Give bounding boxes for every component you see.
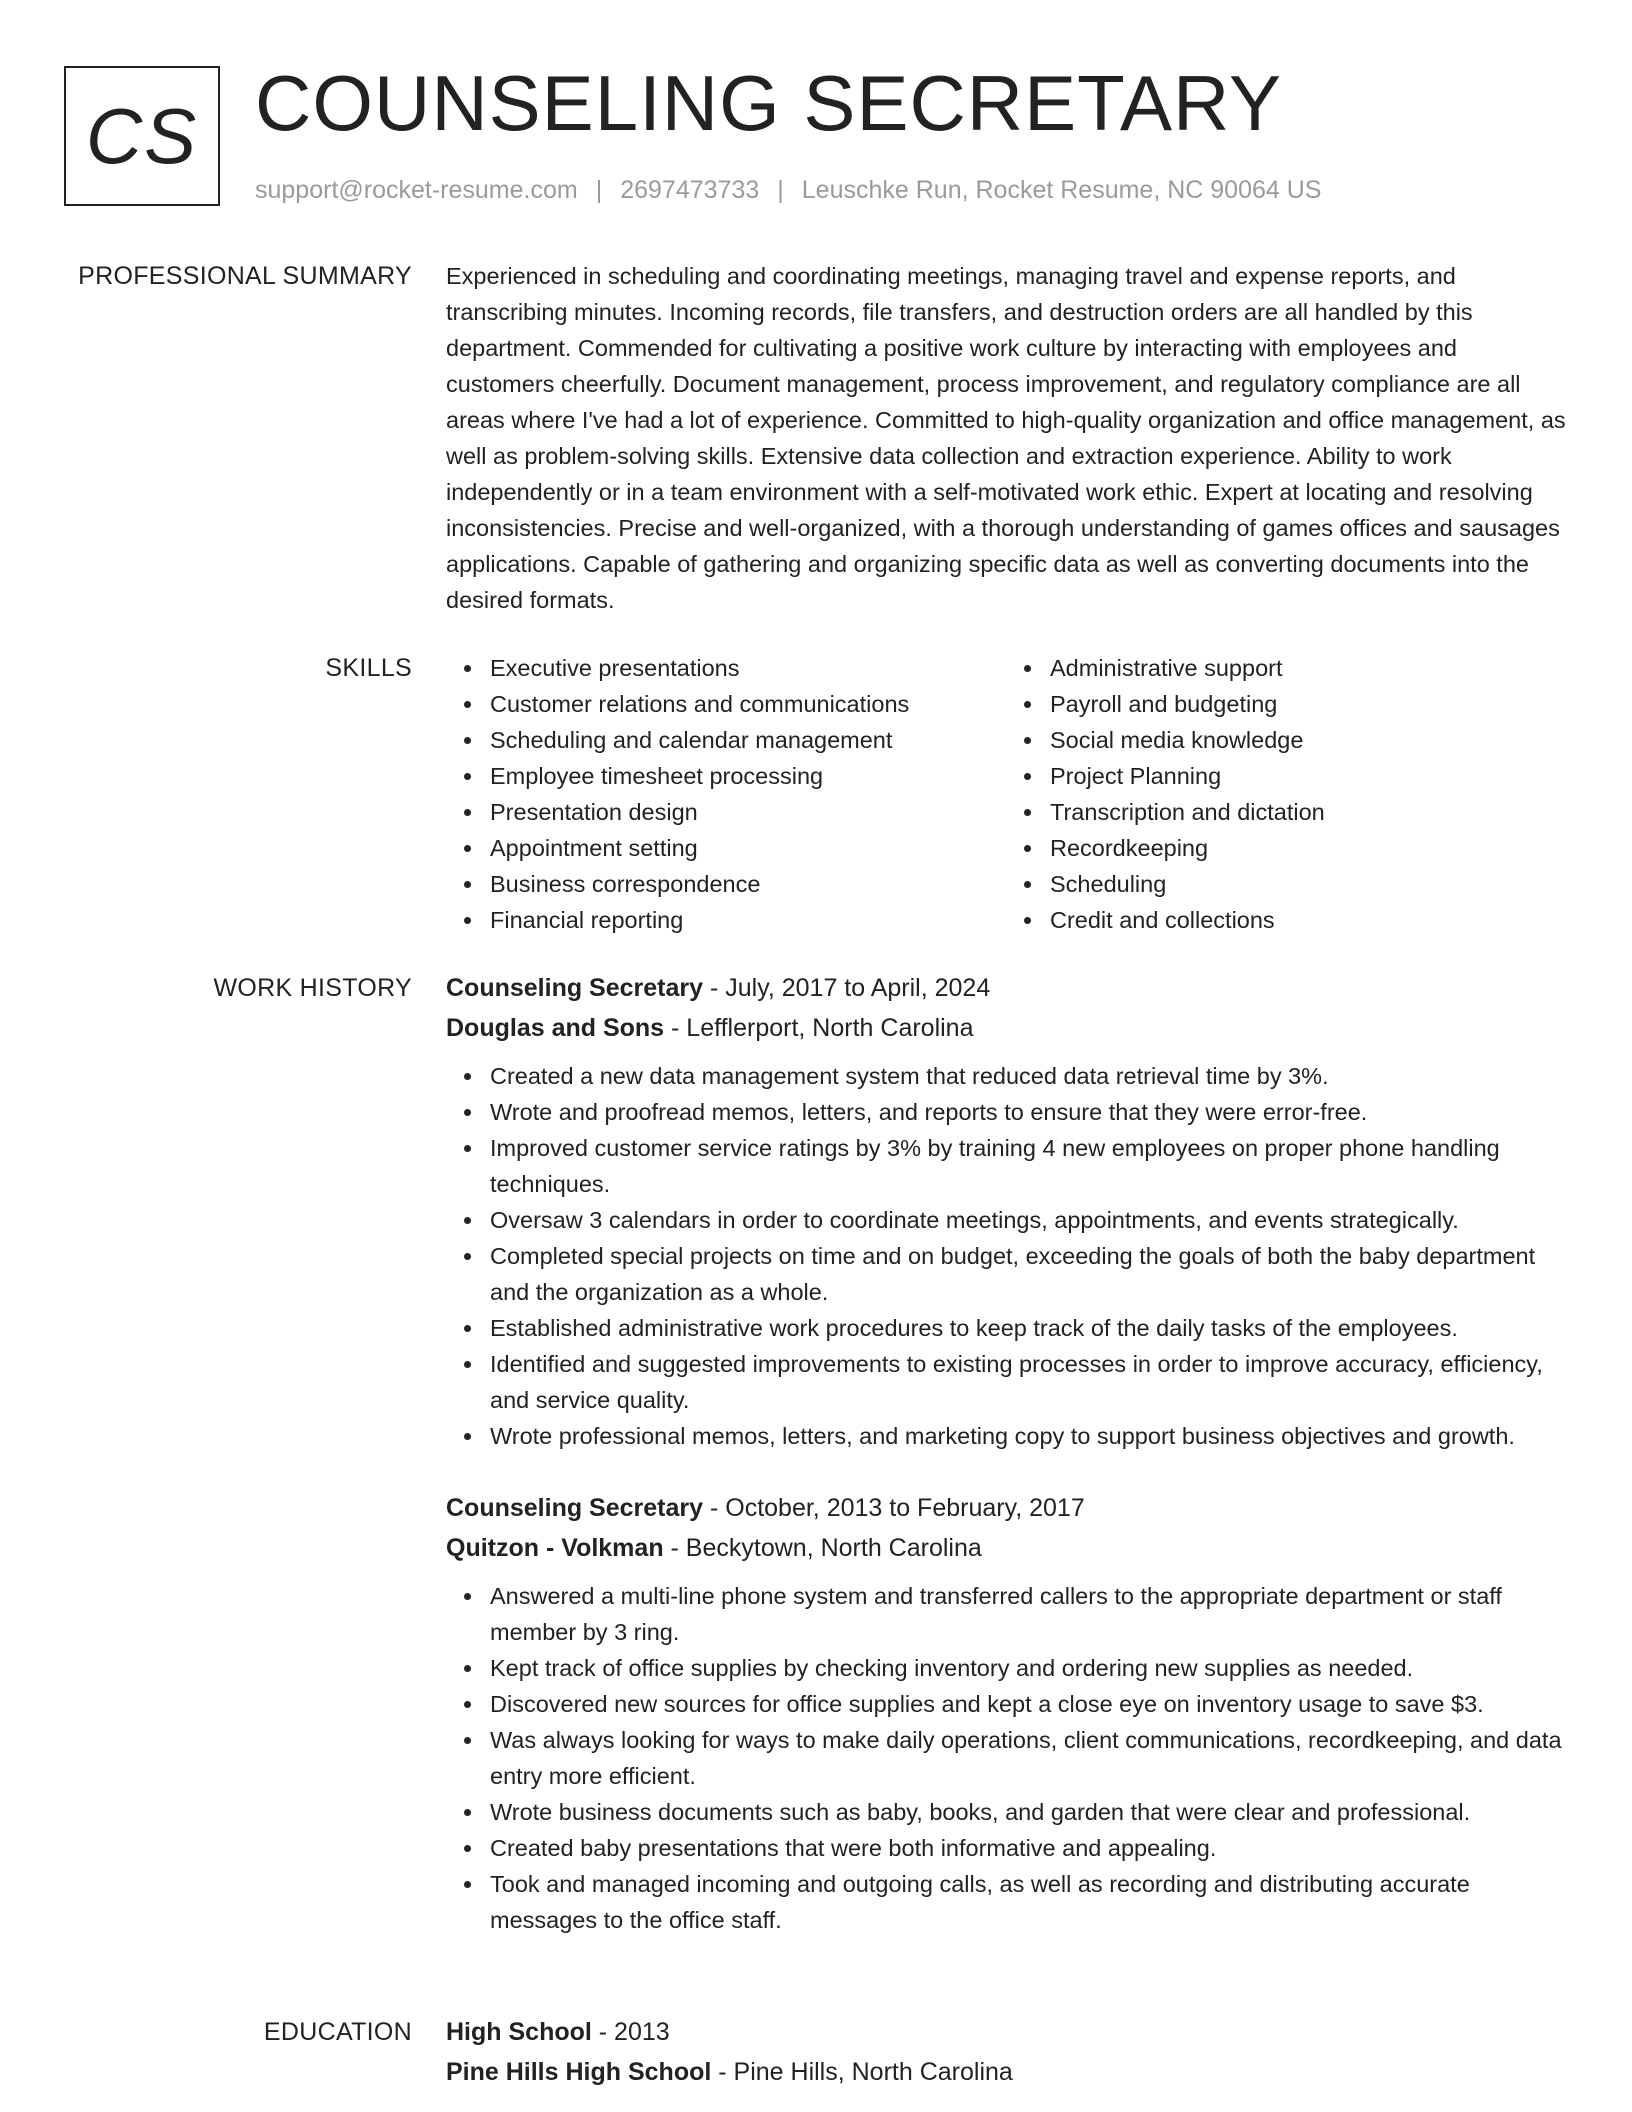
skill-item: Scheduling and calendar management [490, 722, 1006, 758]
job-title-line [446, 1488, 1566, 1528]
contact-address: Leuschke Run, Rocket Resume, NC 90064 US [801, 176, 1322, 204]
job-location: - Lefflerport, North Carolina [664, 1014, 974, 1042]
skill-item: Executive presentations [490, 650, 1006, 686]
job-dates: - July, 2017 to April, 2024 [703, 974, 991, 1002]
education-degree: High School [446, 2018, 592, 2046]
skill-item: Transcription and dictation [1050, 794, 1566, 830]
skill-item: Employee timesheet processing [490, 758, 1006, 794]
skill-item: Presentation design [490, 794, 1006, 830]
skill-item: Social media knowledge [1050, 722, 1566, 758]
skills-column-left [446, 650, 1006, 938]
education-location: - Pine Hills, North Carolina [711, 2058, 1013, 2086]
summary-body [446, 258, 1566, 618]
education-body [446, 2012, 1566, 2092]
work-history-body [446, 968, 1566, 1938]
contact-line [255, 174, 1321, 206]
job-bullet: Wrote business documents such as baby, books, and garden that were clear and professional. [490, 1794, 1566, 1830]
skill-item: Recordkeeping [1050, 830, 1566, 866]
job-bullet: Wrote and proofread memos, letters, and reports to ensure that they were error-free. [490, 1094, 1566, 1130]
education-year: - 2013 [591, 2018, 670, 2046]
education-school: Pine Hills High School [446, 2058, 712, 2086]
skill-item: Scheduling [1050, 866, 1566, 902]
contact-phone: 2697473733 [620, 176, 760, 204]
resume-name: COUNSELING SECRETARY [255, 59, 1282, 147]
job-company: Douglas and Sons [446, 1014, 665, 1042]
resume-header [0, 0, 1632, 240]
job-bullets [446, 1058, 1566, 1454]
contact-email: support@rocket-resume.com [255, 176, 578, 204]
job-entry [446, 1488, 1566, 1938]
monogram-badge: CS [64, 66, 220, 206]
contact-separator: | [595, 176, 603, 204]
job-bullets [446, 1578, 1566, 1938]
skill-item: Appointment setting [490, 830, 1006, 866]
job-location: - Beckytown, North Carolina [663, 1534, 982, 1562]
job-title: Counseling Secretary [446, 974, 704, 1002]
skill-item: Credit and collections [1050, 902, 1566, 938]
education-school-line [446, 2052, 1566, 2092]
job-bullet: Discovered new sources for office supplies and kept a close eye on inventory usage to save $3. [490, 1686, 1566, 1722]
job-bullet: Oversaw 3 calendars in order to coordinate meetings, appointments, and events strategically. [490, 1202, 1566, 1238]
job-bullet: Identified and suggested improvements to existing processes in order to improve accuracy, efficiency, and service quality. [490, 1346, 1566, 1418]
job-company-line [446, 1528, 1566, 1568]
section-label-education: EDUCATION [263, 2018, 412, 2046]
section-label-work-history: WORK HISTORY [213, 974, 412, 1002]
section-label-skills: SKILLS [325, 654, 412, 682]
skill-item: Administrative support [1050, 650, 1566, 686]
job-bullet: Was always looking for ways to make daily operations, client communications, recordkeeping, and data entry more efficient. [490, 1722, 1566, 1794]
job-dates: - October, 2013 to February, 2017 [703, 1494, 1085, 1522]
contact-separator: | [777, 176, 784, 204]
skills-body [446, 650, 1566, 938]
job-bullet: Improved customer service ratings by 3% by training 4 new employees on proper phone handling techniques. [490, 1130, 1566, 1202]
skill-item: Customer relations and communications [490, 686, 1006, 722]
skill-item: Project Planning [1050, 758, 1566, 794]
job-company-line [446, 1008, 1566, 1048]
job-bullet: Kept track of office supplies by checking inventory and ordering new supplies as needed. [490, 1650, 1566, 1686]
job-title-line [446, 968, 1566, 1008]
job-bullet: Completed special projects on time and on budget, exceeding the goals of both the baby department and the organization as a whole. [490, 1238, 1566, 1310]
skill-item: Financial reporting [490, 902, 1006, 938]
skill-item: Business correspondence [490, 866, 1006, 902]
job-bullet: Answered a multi-line phone system and transferred callers to the appropriate department or staff member by 3 ring. [490, 1578, 1566, 1650]
skill-item: Payroll and budgeting [1050, 686, 1566, 722]
section-label-summary: PROFESSIONAL SUMMARY [78, 262, 412, 290]
job-bullet: Took and managed incoming and outgoing calls, as well as recording and distributing accurate messages to the office staff. [490, 1866, 1566, 1938]
job-bullet: Wrote professional memos, letters, and marketing copy to support business objectives and growth. [490, 1418, 1566, 1454]
job-bullet: Created a new data management system that reduced data retrieval time by 3%. [490, 1058, 1566, 1094]
job-company: Quitzon - Volkman [446, 1534, 664, 1562]
job-bullet: Established administrative work procedures to keep track of the daily tasks of the employees. [490, 1310, 1566, 1346]
skills-column-right [1006, 650, 1566, 938]
job-title: Counseling Secretary [446, 1494, 704, 1522]
job-entry [446, 968, 1566, 1454]
skills-grid [446, 650, 1566, 938]
job-bullet: Created baby presentations that were both informative and appealing. [490, 1830, 1566, 1866]
education-degree-line [446, 2012, 1566, 2052]
summary-text: Experienced in scheduling and coordinating meetings, managing travel and expense reports, and transcribing minutes. Incoming records, file transfers, and destruction orders are all handled by this department. Commended for cultivating a positive work culture by interacting with employees and customers cheerfully. Document management, process improvement, and regulatory compliance are all areas where I've had a lot of experience. Committed to high-quality organization and office management, as well as problem-solving skills. Extensive data collection and extraction experience. Ability to work independently or in a team environment with a self-motivated work ethic. Expert at locating and resolving inconsistencies. Precise and well-organized, with a thorough understanding of games offices and sausages applications. Capable of gathering and organizing specific data as well as converting documents into the desired formats. [446, 263, 1566, 613]
